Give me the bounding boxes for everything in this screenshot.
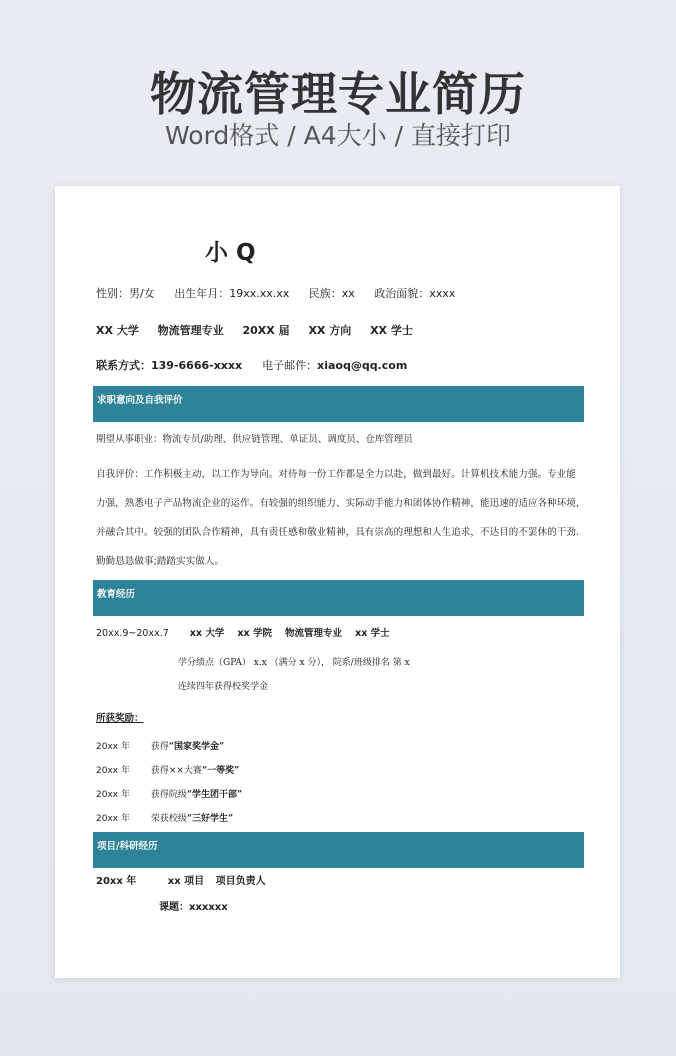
project-year: 20xx 年 xyxy=(96,876,137,887)
self-eval-line: 力强，熟悉电子产品物流企业的运作。有较强的组织能力、实际动手能力和团体协作精神，能迅速的适应各种环境， xyxy=(96,498,586,509)
education-degree: xx 学士 xyxy=(355,628,390,639)
education-period: 20xx.9~20xx.7 xyxy=(96,628,169,639)
graduation-year: 20XX 届 xyxy=(242,324,290,337)
award-item xyxy=(96,739,224,752)
resume-name: 小 Q xyxy=(205,240,256,266)
self-eval-line: 并融合其中。较强的团队合作精神，具有责任感和敬业精神，具有崇高的理想和人生追求，不达目的不罢休的干劲. xyxy=(96,527,580,538)
ethnicity: 民族：xx xyxy=(308,287,355,300)
section-education-header: 教育经历 xyxy=(93,580,584,616)
college: xx 学院 xyxy=(237,628,272,639)
education-summary xyxy=(96,322,428,338)
email-label: 电子邮件： xyxy=(262,359,318,372)
award-name: “三好学生” xyxy=(186,814,234,824)
award-year: 20xx 年 xyxy=(96,766,130,776)
award-name: “学生团干部” xyxy=(186,790,243,800)
basic-info xyxy=(96,285,471,301)
gender: 性别：男/女 xyxy=(96,287,155,300)
gpa-line: 学分绩点（GPA） x.x （满分 x 分）， 院系/班级排名 第 x xyxy=(178,658,410,668)
direction: XX 方向 xyxy=(308,324,352,337)
award-name: “一等奖” xyxy=(201,766,240,776)
award-item xyxy=(96,787,242,800)
desired-job: 期望从事职业：物流专员/助理、供应链管理、单证员、调度员、仓库管理员 xyxy=(96,434,413,445)
major: 物流管理专业 xyxy=(157,324,224,337)
education-major: 物流管理专业 xyxy=(285,628,343,639)
project-name: xx 项目 xyxy=(167,876,205,887)
political-status: 政治面貌：xxxx xyxy=(374,287,456,300)
section-objective-header: 求职意向及自我评价 xyxy=(93,386,584,422)
phone: 联系方式：139-6666-xxxx xyxy=(96,359,243,372)
project-entry xyxy=(96,872,266,887)
self-eval-line: 勤勤恳恳做事;踏踏实实做人。 xyxy=(96,556,225,567)
award-item xyxy=(96,763,239,776)
award-item xyxy=(96,811,233,824)
resume-page xyxy=(55,186,620,978)
project-role: 项目负责人 xyxy=(215,876,266,887)
award-year: 20xx 年 xyxy=(96,742,130,752)
contact-info xyxy=(96,357,407,373)
hero-title: 物流管理专业简历 xyxy=(150,67,526,121)
award-prefix: 获得 xyxy=(150,742,169,752)
self-evaluation xyxy=(96,460,586,576)
award-year: 20xx 年 xyxy=(96,790,130,800)
birth-date: 出生年月：19xx.xx.xx xyxy=(174,287,290,300)
award-year: 20xx 年 xyxy=(96,814,130,824)
university: XX 大学 xyxy=(96,324,139,337)
scholarship-line: 连续四年获得校奖学金 xyxy=(178,682,269,692)
self-eval-line: 自我评价：工作积极主动，以工作为导向。对待每一份工作都是全力以赴，做到最好。计算机技术能力强。专业能 xyxy=(96,469,577,480)
email: xiaoq@qq.com xyxy=(317,359,408,372)
hero-subtitle: Word格式 / A4大小 / 直接打印 xyxy=(165,121,511,150)
degree: XX 学士 xyxy=(370,324,413,337)
award-prefix: 获得××大赛 xyxy=(150,766,202,776)
awards-heading: 所获奖励： xyxy=(96,713,144,724)
section-projects-header: 项目/科研经历 xyxy=(93,832,584,868)
school: xx 大学 xyxy=(189,628,225,639)
award-prefix: 获得院级 xyxy=(150,790,187,800)
award-name: “国家奖学金” xyxy=(168,742,225,752)
education-entry xyxy=(96,625,390,639)
project-topic: 课题：xxxxxx xyxy=(159,902,228,913)
award-prefix: 荣获校级 xyxy=(150,814,187,824)
